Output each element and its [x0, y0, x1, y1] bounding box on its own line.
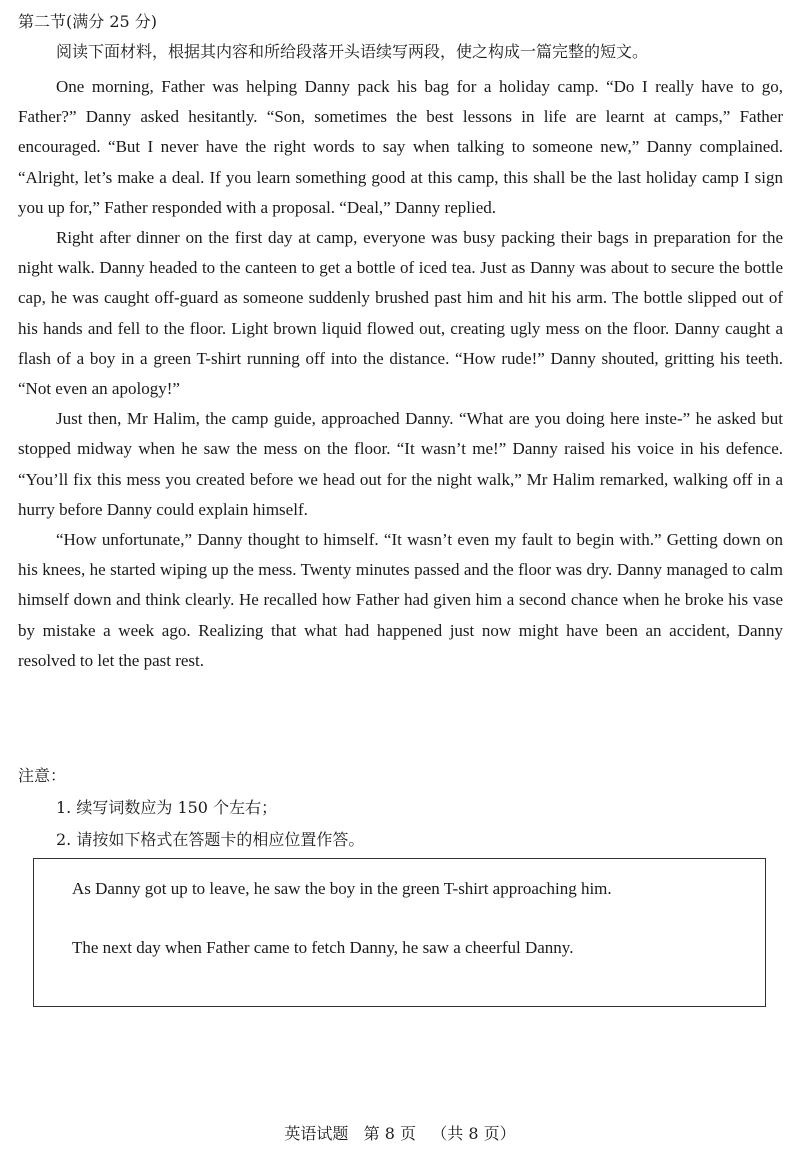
continuation-prompt-1: As Danny got up to leave, he saw the boy in the green T-shirt approaching him.	[72, 879, 612, 898]
answer-format-box	[33, 858, 766, 1007]
page-footer: 英语试题 第 8 页 （共 8 页）	[284, 1124, 516, 1143]
story-paragraph-2: Right after dinner on the first day at camp, everyone was busy packing their bags in preparation for the night walk. Danny headed to the canteen to get a bottle of iced tea. Just as Danny was about to secure the bottle cap, he was caught off-guard as someone suddenly brushed past him and hit his arm. The bottle slipped out of his hands and fell to the floor. Light brown liquid flowed out, creating ugly mess on the floor. Danny caught a flash of a boy in a green T-shirt running off into the distance. “How rude!” Danny shouted, gritting his teeth. “Not even an apology!”	[18, 228, 783, 399]
story-paragraph-4: “How unfortunate,” Danny thought to himself. “It wasn’t even my fault to begin with.” Getting down on his knees, he started wiping up the mess. Twenty minutes passed and the floor was dry. Danny managed to calm himself down and think clearly. He recalled how Father had given him a second chance when he broke his vase by mistake a week ago. Realizing that what had happened just now might have been an accident, Danny resolved to let the past rest.	[18, 530, 783, 670]
continuation-prompt-2: The next day when Father came to fetch Danny, he saw a cheerful Danny.	[72, 938, 574, 957]
note-item-answer-format: 2. 请按如下格式在答题卡的相应位置作答。	[56, 830, 365, 849]
notes-label: 注意：	[18, 766, 67, 785]
story-paragraph-1: One morning, Father was helping Danny pack his bag for a holiday camp. “Do I really have to go, Father?” Danny asked hesitantly. “Son, sometimes the best lessons in life are learnt at camps,” Father encouraged. “But I never have the right words to say when talking to someone new,” Danny complained. “Alright, let’s make a deal. If you learn something good at this camp, this shall be the last holiday camp I sign you up for,” Father responded with a proposal. “Deal,” Danny replied.	[18, 77, 783, 217]
task-instruction: 阅读下面材料，根据其内容和所给段落开头语续写两段，使之构成一篇完整的短文。	[56, 42, 649, 61]
story-passage	[18, 72, 783, 676]
section-title: 第二节(满分 25 分)	[18, 12, 158, 31]
note-item-word-count: 1. 续写词数应为 150 个左右；	[56, 798, 278, 817]
story-paragraph-3: Just then, Mr Halim, the camp guide, approached Danny. “What are you doing here inste-” he asked but stopped midway when he saw the mess on the floor. “It wasn’t me!” Danny raised his voice in his defence. “You’ll fix this mess you created before we head out for the night walk,” Mr Halim remarked, walking off in a hurry before Danny could explain himself.	[18, 409, 783, 519]
